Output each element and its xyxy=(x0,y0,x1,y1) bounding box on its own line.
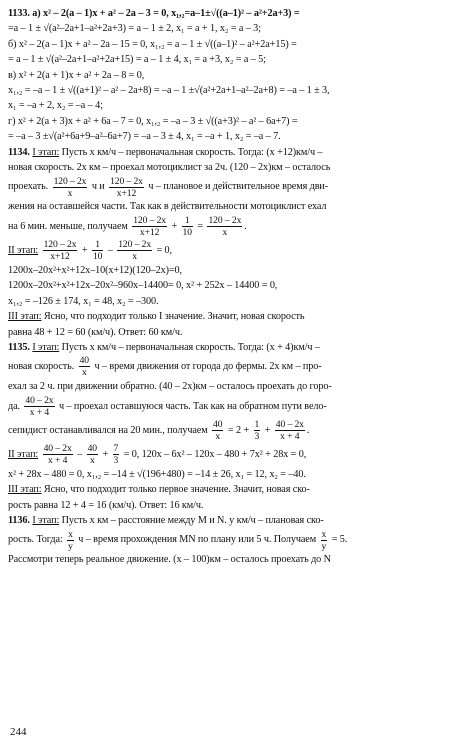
problem-1134-line-3 xyxy=(8,175,458,199)
fraction: $\frac{x}{y}$ xyxy=(68,528,73,552)
problem-1136-line-2 xyxy=(8,528,458,552)
fraction: $\frac{1}{10}$ xyxy=(92,239,103,263)
fraction: $\frac{120 - 2x}{x+12}$ xyxy=(43,239,77,263)
problem-1135-line-2 xyxy=(8,355,458,379)
problem-1133-line-4: = a – 1 ± √(a²–2a+1–a²+2a+15) = a – 1 ± 4, x₁ = a +3, x₂ = a – 5; xyxy=(8,54,266,66)
problem-1134-line-4: жения на оставшейся части. Так как в действительности мотоциклист ехал xyxy=(8,201,327,213)
problem-text: сепидист останавливался на 20 мин., получаем xyxy=(8,424,208,436)
problem-text: проехать. xyxy=(8,181,49,193)
problem-1134-line-6: II этап: $\frac{120 - 2x}{x+12}$ + $\frac{1}{10}$ – $\frac{120 - 2x}{x}$ = 0, xyxy=(8,239,173,263)
problem-1135-line-8 xyxy=(8,482,458,497)
fraction: $\frac{x}{y}$ xyxy=(321,528,327,552)
problem-1135-line-6: II этап: $\frac{40 - 2x}{x + 4}$ – $\frac{40}{x}$ + $\frac{7}{3}$ = 0, 120x – 6x² – 120x – 480 + 7x² + 28x = 0, xyxy=(8,442,307,466)
problem-1133-line-1 xyxy=(8,6,458,21)
problem-text: ч и xyxy=(91,181,105,193)
problem-1134-line-10 xyxy=(8,309,458,324)
problem-text: = 2 + xyxy=(227,424,250,436)
fraction: $\frac{40}{x}$ xyxy=(87,442,97,466)
problem-number: 1134. xyxy=(8,146,30,158)
fraction: $\frac{120 - 2x}{x}$ xyxy=(118,239,152,263)
problem-text: да. xyxy=(8,400,20,412)
problem-1134-line-5: на 6 мин. меньше, получаем $\frac{120 - 2x}{x+12}$ + $\frac{1}{10}$ = $\frac{120 - 2x}{x}$ . xyxy=(8,215,247,239)
stage-label: I этап: xyxy=(32,146,60,158)
problem-1133-line-9: = –a – 3 ±√(a²+6a+9–a²–6a+7) = –a – 3 ± 4, x₁ = –a + 1, x₂ = –a – 7. xyxy=(8,131,281,143)
problem-1133-line-2: =a – 1 ± √(a²–2a+1–a²+2a+3) = a – 1 ± 2, x₁ = a + 1, x₂ = a – 3; xyxy=(8,23,261,35)
problem-1133-line-5: в) x² + 2(a + 1)x + a² + 2a – 8 = 0, xyxy=(8,69,145,81)
stage-label: II этап: xyxy=(8,244,39,256)
fraction: $\frac{120 - 2x}{x}$ xyxy=(208,215,242,239)
problem-1135-line-5: сепидист останавливался на 20 мин., получаем $\frac{40}{x}$ = 2 + $\frac{1}{3}$ + $\frac{40 - 2x}{x + 4}$ . xyxy=(8,418,310,442)
problem-1133-text: 1133. а) x² – 2(a – 1)x + a² – 2a – 3 = 0, x₁,₂=a–1±√((a–1)² – a²+2a+3) = xyxy=(8,8,300,19)
problem-number: 1136. xyxy=(8,514,30,526)
problem-text: рость. Тогда: xyxy=(8,534,63,546)
problem-text: Пусть x км/ч – первоначальная скорость. Тогда: (x + 4)км/ч – xyxy=(59,341,320,353)
problem-text: ч – время движения от города до фермы. 2x км – про- xyxy=(94,361,322,373)
problem-text: ч – проехал оставшуюся часть. Так как на обратном пути вело- xyxy=(58,400,327,412)
problem-1134-line-2: новая скорость. 2x км – проехал мотоциклист за 2ч. (120 – 2x)км – осталось xyxy=(8,162,331,174)
problem-1133-line-7: x₁ = –a + 2, x₂ = –a – 4; xyxy=(8,100,103,112)
fraction: $\frac{120 - 2x}{x+12}$ xyxy=(110,175,143,199)
problem-1134-line-11: равна 48 + 12 = 60 (км/ч). Ответ: 60 км/ч. xyxy=(8,326,183,338)
stage-label: I этап: xyxy=(32,341,60,353)
problem-text: ч – время прохождения MN по плану или 5 ч. Получаем xyxy=(78,534,317,546)
problem-1135-line-4 xyxy=(8,395,458,419)
fraction: $\frac{40 - 2x}{x + 4}$ xyxy=(43,442,72,466)
problem-text: Ясно, что подходит только первое значение. Значит, новая ско- xyxy=(41,484,310,496)
problem-1134-line-9: x₁,₂ = –126 ± 174, x₁ = 48, x₂ = –300. xyxy=(8,295,159,307)
stage-label: II этап: xyxy=(8,448,39,460)
problem-text: ч – плановое и действительное время дви- xyxy=(148,181,329,193)
problem-1134-line-7: 1200x–20x²+x²+12x–10(x+12)(120–2x)=0, xyxy=(8,264,182,276)
fraction: $\frac{40 - 2x}{x + 4}$ xyxy=(275,418,304,442)
problem-1133-line-3: б) x² – 2(a – 1)x + a² – 2a – 15 = 0, x₁,₂ = a – 1 ± √((a–1)² – a²+2a+15) = xyxy=(8,38,297,50)
fraction: $\frac{7}{3}$ xyxy=(113,442,119,466)
fraction: $\frac{120 - 2x}{x}$ xyxy=(53,175,87,199)
problem-1133-line-8: г) x² + 2(a + 3)x + a² + 6a – 7 = 0, x₁,₂ = –a – 3 ± √((a+3)² – a² – 6a+7) = xyxy=(8,115,298,127)
problem-1136-line-3: Рассмотри теперь реальное движение. (x – 100)км – осталось проехать до N xyxy=(8,554,331,566)
stage-label: III этап: xyxy=(8,484,42,496)
problem-1135-line-9: рость равна 12 + 4 = 16 (км/ч). Ответ: 16 км/ч. xyxy=(8,499,204,511)
problem-number: 1135. xyxy=(8,341,30,353)
fraction: $\frac{120 - 2x}{x+12}$ xyxy=(133,215,166,239)
problem-1134-line-8: 1200x–20x²+x²+12x–20x²–960x–14400= 0, x² + 252x – 14400 = 0, xyxy=(8,280,278,292)
problem-text: Пусть x км/ч – первоначальная скорость. Тогда: (x +12)км/ч – xyxy=(59,146,323,158)
problem-1135-line-1 xyxy=(8,340,458,355)
problem-1134-line-1 xyxy=(8,145,458,160)
problem-1133-line-6: x₁,₂ = –a – 1 ± √((a+1)² – a² – 2a+8) = –a – 1 ±√(a²+2a+1–a²–2a+8) = –a – 1 ± 3, xyxy=(8,85,330,97)
problem-1136-line-1 xyxy=(8,513,458,528)
problem-1135-line-3: ехал за 2 ч. при движении обратно. (40 – 2x)км – осталось проехать до горо- xyxy=(8,381,332,393)
problem-text: Пусть x км – расстояние между M и N. y км/ч – плановая ско- xyxy=(59,514,324,526)
stage-label: I этап: xyxy=(32,514,60,526)
fraction: $\frac{1}{10}$ xyxy=(182,215,192,239)
fraction: $\frac{40 - 2x}{x + 4}$ xyxy=(25,394,54,418)
problem-text: = 0, xyxy=(156,244,173,256)
problem-text: новая скорость. xyxy=(8,361,75,373)
problem-text: = 5. xyxy=(331,534,348,546)
problem-text: на 6 мин. меньше, получаем xyxy=(8,220,128,232)
stage-label: III этап: xyxy=(8,311,42,323)
page-number: 244 xyxy=(10,726,27,738)
problem-1135-line-7: x² + 28x – 480 = 0, x₁,₂ = –14 ± √(196+480) = –14 ± 26, x₁ = 12, x₂ = –40. xyxy=(8,468,306,480)
problem-text: = 0, 120x – 6x² – 120x – 480 + 7x² + 28x = 0, xyxy=(123,448,307,460)
fraction: $\frac{1}{3}$ xyxy=(254,418,260,442)
fraction: $\frac{40}{x}$ xyxy=(79,355,89,379)
fraction: $\frac{40}{x}$ xyxy=(213,418,223,442)
problem-text: Ясно, что подходит только I значение. Значит, новая скорость xyxy=(41,311,305,323)
